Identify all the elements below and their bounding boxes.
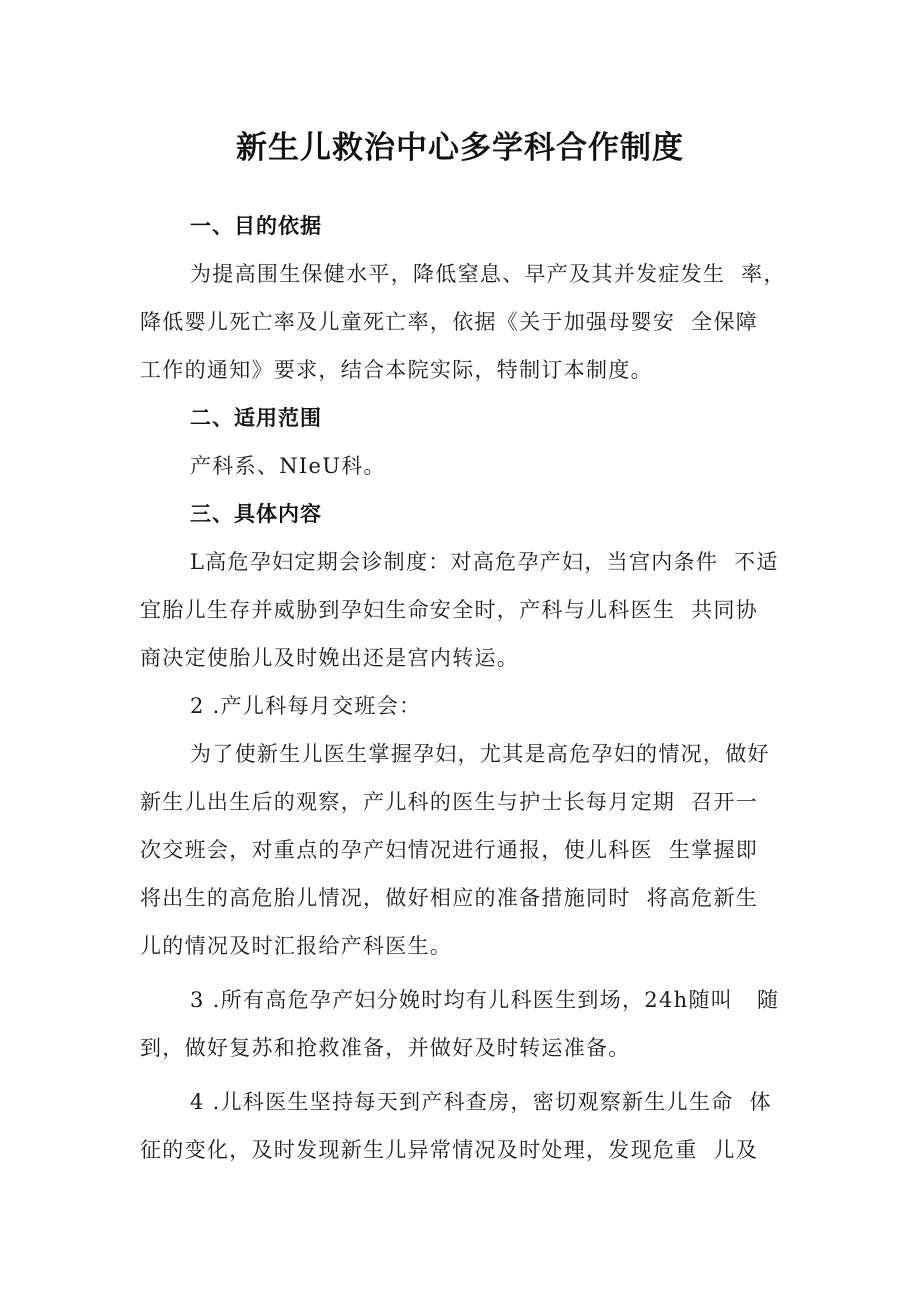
paragraph-line: 工作的通知》要求，结合本院实际，特制订本制度。 — [140, 358, 653, 382]
paragraph-line: 降低婴儿死亡率及儿童死亡率，依据《关于加强母婴安 全保障 — [140, 310, 759, 334]
paragraph-line: 为提高围生保健水平，降低窒息、早产及其并发症发生 率， — [190, 262, 786, 286]
section-heading-scope: 二、适用范围 — [190, 406, 322, 430]
paragraph-line: 到，做好复苏和抢救准备，并做好及时转运准备。 — [140, 1036, 631, 1060]
section-heading-content: 三、具体内容 — [190, 502, 322, 526]
paragraph-line: 次交班会，对重点的孕产妇情况进行通报，使儿科医 生掌握即 — [140, 838, 759, 862]
paragraph-line: 商决定使胎儿及时娩出还是宫内转运。 — [140, 646, 520, 670]
document-title: 新生儿救治中心多学科合作制度 — [236, 130, 684, 166]
paragraph-line: 新生儿出生后的观察，产儿科的医生与护士长每月定期 召开一 — [140, 790, 759, 814]
paragraph-line: 宜胎儿生存并威胁到孕妇生命安全时，产科与儿科医生 共同协 — [140, 598, 759, 622]
section-heading-purpose: 一、目的依据 — [190, 214, 322, 238]
paragraph-line: 产科系、NIeU科。 — [190, 454, 386, 478]
paragraph-line: 儿的情况及时汇报给产科医生。 — [140, 934, 453, 958]
paragraph-line: L高危孕妇定期会诊制度：对高危孕产妇，当宫内条件 不适 — [190, 550, 779, 574]
paragraph-line: 为了使新生儿医生掌握孕妇，尤其是高危孕妇的情况，做好 — [190, 742, 770, 766]
paragraph-line: 征的变化，及时发现新生儿异常情况及时处理，发现危重 儿及 — [140, 1138, 759, 1162]
paragraph-line: 3 .所有高危孕产妇分娩时均有儿科医生到场，24h随叫 随 — [190, 988, 780, 1012]
paragraph-line: 将出生的高危胎儿情况，做好相应的准备措施同时 将高危新生 — [140, 886, 759, 910]
item-title: 2 .产儿科每月交班会： — [190, 694, 422, 718]
paragraph-line: 4 .儿科医生坚持每天到产科查房，密切观察新生儿生命 体 — [190, 1090, 772, 1114]
